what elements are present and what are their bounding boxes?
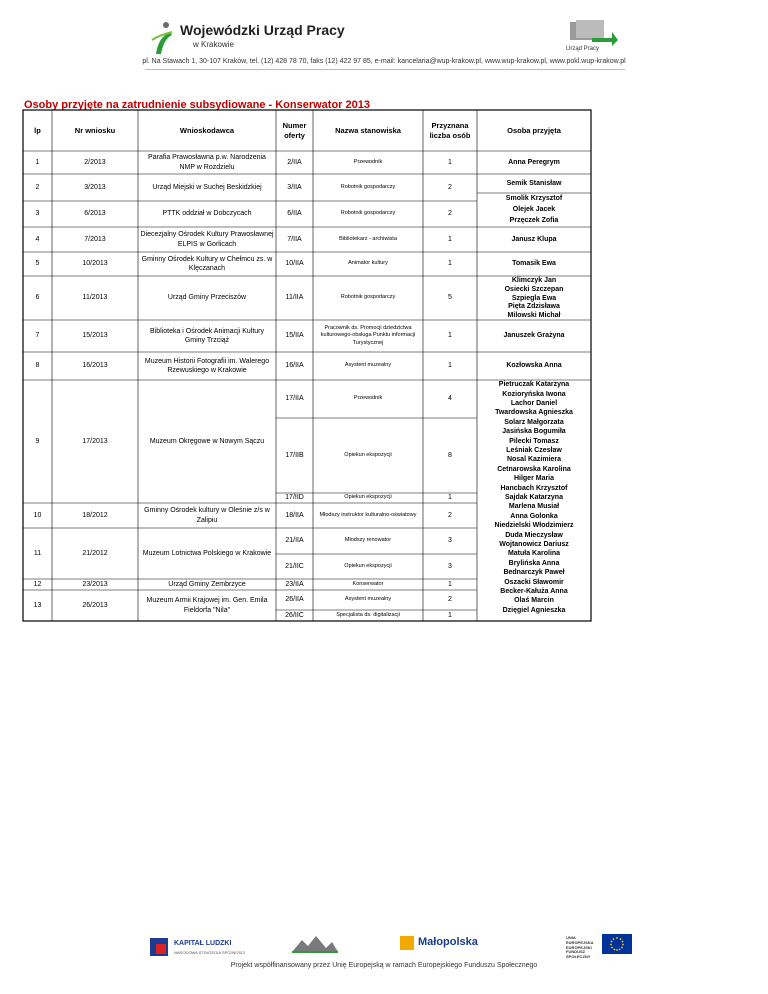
- person-name: Hancbach Krzysztof: [500, 484, 568, 492]
- person-name: Milowski Michał: [507, 311, 561, 319]
- eu-title: UNIA EUROPEJSKA EUROPEJSKI FUNDUSZ SPOŁECZNY: [566, 935, 594, 960]
- offer-numer: 2/IIA: [287, 158, 302, 166]
- offer-numer: 3/IIA: [287, 183, 302, 191]
- row-lp: 8: [35, 362, 40, 370]
- page-title: Osoby przyjęte na zatrudnienie subsydiowane - Konserwator 2013: [24, 99, 370, 111]
- person-name: Jasińska Bogumiła: [502, 428, 566, 436]
- offer-stanowisko: Opiekun ekspozycji: [344, 451, 392, 458]
- row-lp: 4: [35, 235, 40, 243]
- row-lp: 6: [35, 294, 40, 302]
- row-lp: 12: [33, 580, 42, 588]
- row-nr: 26/2013: [82, 601, 108, 609]
- col-header-osoba-przyjeta: Osoba przyjęta: [507, 125, 561, 135]
- person-name: Dzięgiel Agnieszka: [502, 606, 566, 614]
- col-header-przyznana-liczba: [423, 110, 477, 151]
- row-nr: 6/2013: [84, 210, 106, 218]
- person-name: Twardowska Agnieszka: [495, 409, 573, 417]
- row-wnioskodawca: Biblioteka i Ośrodek Animacji Kultury Gminy Trzciąż: [150, 327, 264, 344]
- offer-numer: 6/IIA: [287, 210, 302, 218]
- offer-stanowisko: Konserwator: [352, 580, 384, 587]
- person-name: Smolik Krzysztof: [505, 194, 563, 202]
- offer-numer: 15/IIA: [285, 332, 304, 340]
- offer-numer: 11/IIA: [285, 294, 304, 302]
- offer-stanowisko: Pracownik ds. Promocji dziedzictwa kulturowego-obsługa Punktu informacji Turystycznej: [320, 325, 416, 346]
- row-lp: 5: [35, 260, 40, 268]
- row-nr: 17/2013: [82, 437, 108, 445]
- offer-liczba: 2: [448, 183, 452, 191]
- eu-logo: [566, 934, 636, 964]
- wup-logo: [150, 18, 345, 58]
- eu-flag-icon: [602, 934, 632, 954]
- person-name: Anna Golonka: [510, 512, 558, 520]
- offer-stanowisko: Robotnik gospodarczy: [340, 183, 396, 190]
- col-header-lp: lp: [34, 125, 41, 135]
- row-nr: 23/2013: [82, 580, 108, 588]
- person-name: Leśniak Czesław: [506, 446, 562, 454]
- person-name: Sajdak Katarzyna: [505, 493, 563, 501]
- offer-stanowisko: Bibliotekarz - archiwista: [339, 235, 397, 242]
- person-name: Pilecki Tomasz: [509, 437, 559, 445]
- row-nr: 18/2012: [82, 511, 108, 519]
- row-wnioskodawca: Urząd Gminy Zembrzyce: [168, 580, 246, 588]
- row-lp: 10: [33, 511, 42, 519]
- offer-numer: 16/IIA: [285, 362, 304, 370]
- row-lp: 11: [33, 549, 42, 557]
- offer-numer: 21/IIC: [285, 562, 304, 570]
- person-name: Tomasik Ewa: [512, 260, 556, 268]
- malopolska-logo: [400, 934, 490, 964]
- org-name: Wojewódzki Urząd Pracy: [180, 22, 345, 38]
- row-wnioskodawca: Urząd Gminy Przeciszów: [167, 294, 247, 302]
- row-nr: 16/2013: [82, 362, 108, 370]
- offer-liczba: 1: [448, 235, 452, 243]
- row-wnioskodawca: Gminny Ośrodek Kultury w Chełmcu zs. w Klęczanach: [141, 255, 273, 272]
- offer-numer: 23/IIA: [285, 580, 304, 588]
- malopolska-square-icon: [400, 936, 414, 950]
- person-name: Klimczyk Jan: [511, 276, 557, 284]
- contact-info: pl. Na Stawach 1, 30-107 Kraków, tel. (12) 428 78 70, faks (12) 422 97 85, e-mail: kancelaria@wup-krakow.pl, www.wup-krakow.pl, www.pokl.wup-krakow.pl: [142, 58, 626, 65]
- row-wnioskodawca: Gminny Ośrodek kultury w Oleśnie z/s w Zalipiu: [144, 507, 270, 524]
- person-name: Cetnarowska Karolina: [497, 465, 571, 473]
- offer-numer: 18/IIA: [285, 511, 304, 519]
- offer-liczba: 2: [448, 210, 452, 218]
- row-nr: 2/2013: [84, 158, 106, 166]
- row-lp: 7: [35, 332, 40, 340]
- offer-stanowisko: Młodszy renowator: [344, 537, 392, 544]
- person-name: Becker-Kałuża Anna: [500, 587, 568, 595]
- col-header-numer-line2: oferty: [284, 130, 305, 140]
- person-name: Przęczek Zofia: [509, 217, 559, 225]
- kl-title: KAPITAŁ LUDZKI: [174, 940, 232, 947]
- col-header-nazwa-stanowiska: Nazwa stanowiska: [335, 125, 401, 135]
- person-name: Olejek Jacek: [512, 205, 556, 213]
- row-lp: 2: [35, 183, 40, 191]
- offer-stanowisko: Opiekun ekspozycji: [344, 494, 392, 501]
- urzad-pracy-logo: [562, 16, 622, 56]
- offer-liczba: 1: [448, 332, 452, 340]
- row-nr: 15/2013: [82, 332, 108, 340]
- offer-stanowisko: Przewodnik: [353, 395, 383, 402]
- person-name: Anna Peregrym: [508, 158, 560, 166]
- col-header-numer-line1: Numer: [282, 120, 307, 130]
- footer-text: Projekt współfinansowany przez Unię Europejską w ramach Europejskiego Funduszu Społecznego: [230, 962, 538, 969]
- person-name: Brylińska Anna: [508, 559, 560, 567]
- row-lp: 3: [35, 210, 40, 218]
- offer-numer: 21/IIA: [285, 537, 304, 545]
- offer-numer: 17/IIB: [285, 451, 304, 459]
- org-city: w Krakowie: [193, 40, 234, 49]
- person-name: Kozioryńska Iwona: [502, 390, 566, 398]
- offer-stanowisko: Młodszy instruktor kulturalno-oświatowy: [319, 511, 417, 518]
- row-nr: 7/2013: [84, 235, 106, 243]
- person-name: Pietruczak Katarzyna: [498, 381, 570, 389]
- person-name: Bednarczyk Paweł: [503, 569, 565, 577]
- row-wnioskodawca: Muzeum Historii Fotografii im. Walerego Rzewuskiego w Krakowie: [144, 357, 270, 374]
- person-name: Semik Stanisław: [506, 179, 562, 187]
- malopolska-title: Małopolska: [418, 936, 478, 948]
- row-nr: 3/2013: [84, 183, 106, 191]
- offer-stanowisko: Przewodnik: [353, 158, 383, 165]
- row-wnioskodawca: Diecezjalny Ośrodek Kultury Prawosławnej ELPIS w Gorlicach: [140, 231, 274, 248]
- col-header-liczba-line2: liczba osób: [429, 130, 471, 140]
- offer-numer: 17/IID: [285, 494, 304, 502]
- offer-liczba: 1: [448, 260, 452, 268]
- urzad-pracy-icon: [562, 16, 618, 46]
- offer-liczba: 1: [448, 580, 452, 588]
- offer-liczba: 5: [448, 294, 452, 302]
- offer-stanowisko: Opiekun ekspozycji: [344, 562, 392, 569]
- col-header-wnioskodawca: Wnioskodawca: [179, 125, 235, 135]
- row-wnioskodawca: Muzeum Armii Krajowej im. Gen. Emila Fieldorfa "Nila": [146, 597, 268, 614]
- row-wnioskodawca: Muzeum Lotnictwa Polskiego w Krakowie: [142, 549, 272, 557]
- offer-liczba: 3: [448, 562, 452, 570]
- person-name: Osiecki Szczepan: [504, 285, 564, 293]
- person-name: Kozłowska Anna: [506, 362, 562, 370]
- person-name: Marlena Musiał: [508, 503, 560, 511]
- row-wnioskodawca: PTTK oddział w Dobczycach: [162, 210, 252, 218]
- offer-numer: 17/IIA: [285, 395, 304, 403]
- person-name: Hilger Maria: [513, 475, 555, 483]
- row-nr: 21/2012: [82, 549, 108, 557]
- person-name: Wojtanowicz Dariusz: [499, 540, 569, 548]
- offer-liczba: 1: [448, 494, 452, 502]
- kl-accent-icon: [156, 944, 166, 954]
- person-name: Lachor Daniel: [510, 399, 558, 407]
- offer-numer: 7/IIA: [287, 235, 302, 243]
- offer-stanowisko: Specjalista ds. digitalizacji: [336, 611, 400, 618]
- offer-liczba: 1: [448, 158, 452, 166]
- offer-stanowisko: Animator kultury: [348, 260, 388, 267]
- offer-stanowisko: Robotnik gospodarczy: [340, 210, 396, 217]
- col-header-nr-wniosku: Nr wniosku: [74, 125, 116, 135]
- row-wnioskodawca: Muzeum Okręgowe w Nowym Sączu: [149, 437, 265, 445]
- row-nr: 10/2013: [82, 260, 108, 268]
- person-name: Duda Mieczysław: [505, 531, 563, 539]
- offer-liczba: 8: [448, 451, 452, 459]
- row-lp: 13: [33, 601, 42, 609]
- person-name: Matuła Karolina: [507, 550, 561, 558]
- kl-subtitle: NARODOWA STRATEGIA SPÓJNOŚCI: [174, 950, 246, 955]
- offer-liczba: 1: [448, 611, 452, 619]
- col-header-numer-oferty: [276, 110, 313, 151]
- offer-liczba: 4: [448, 395, 452, 403]
- offer-liczba: 1: [448, 362, 452, 370]
- row-nr: 11/2013: [82, 294, 108, 302]
- person-name: Januszek Grażyna: [503, 332, 565, 340]
- person-name: Szpiegla Ewa: [511, 294, 557, 302]
- offer-liczba: 3: [448, 537, 452, 545]
- offer-liczba: 2: [448, 511, 452, 519]
- kapital-ludzki-logo: [150, 934, 260, 964]
- person-name: Solarz Małgorzata: [504, 418, 564, 426]
- person-name: Pięta Zdzisława: [508, 303, 560, 311]
- col-header-liczba-line1: Przyznana: [431, 120, 469, 130]
- offer-stanowisko: Asystent muzealny: [344, 596, 392, 603]
- person-name: Niedzielski Włodzimierz: [494, 522, 574, 530]
- row-wnioskodawca: Parafia Prawosławna p.w. Narodzenia NMP w Rozdzielu: [148, 154, 266, 171]
- urzad-pracy-label: Urząd Pracy: [566, 46, 600, 52]
- row-wnioskodawca: Urząd Miejski w Suchej Beskidzkiej: [152, 183, 262, 191]
- offer-stanowisko: Robotnik gospodarczy: [340, 294, 396, 301]
- mountains-logo: [292, 934, 342, 964]
- person-name: Nosal Kazimiera: [506, 456, 562, 464]
- person-name: Janusz Klupa: [511, 235, 557, 243]
- offer-numer: 10/IIA: [285, 260, 304, 268]
- offer-numer: 26/IIA: [285, 596, 304, 604]
- offer-liczba: 2: [448, 596, 452, 604]
- mountains-icon: [292, 934, 338, 954]
- row-lp: 9: [35, 437, 40, 445]
- offer-numer: 26/IIC: [285, 611, 304, 619]
- wup-figure-icon: [150, 20, 176, 56]
- row-lp: 1: [35, 158, 40, 166]
- header-divider: [145, 69, 625, 70]
- person-name: Olaś Marcin: [514, 597, 554, 605]
- person-name: Oszacki Sławomir: [504, 578, 564, 586]
- offer-stanowisko: Asystent muzealny: [344, 362, 392, 369]
